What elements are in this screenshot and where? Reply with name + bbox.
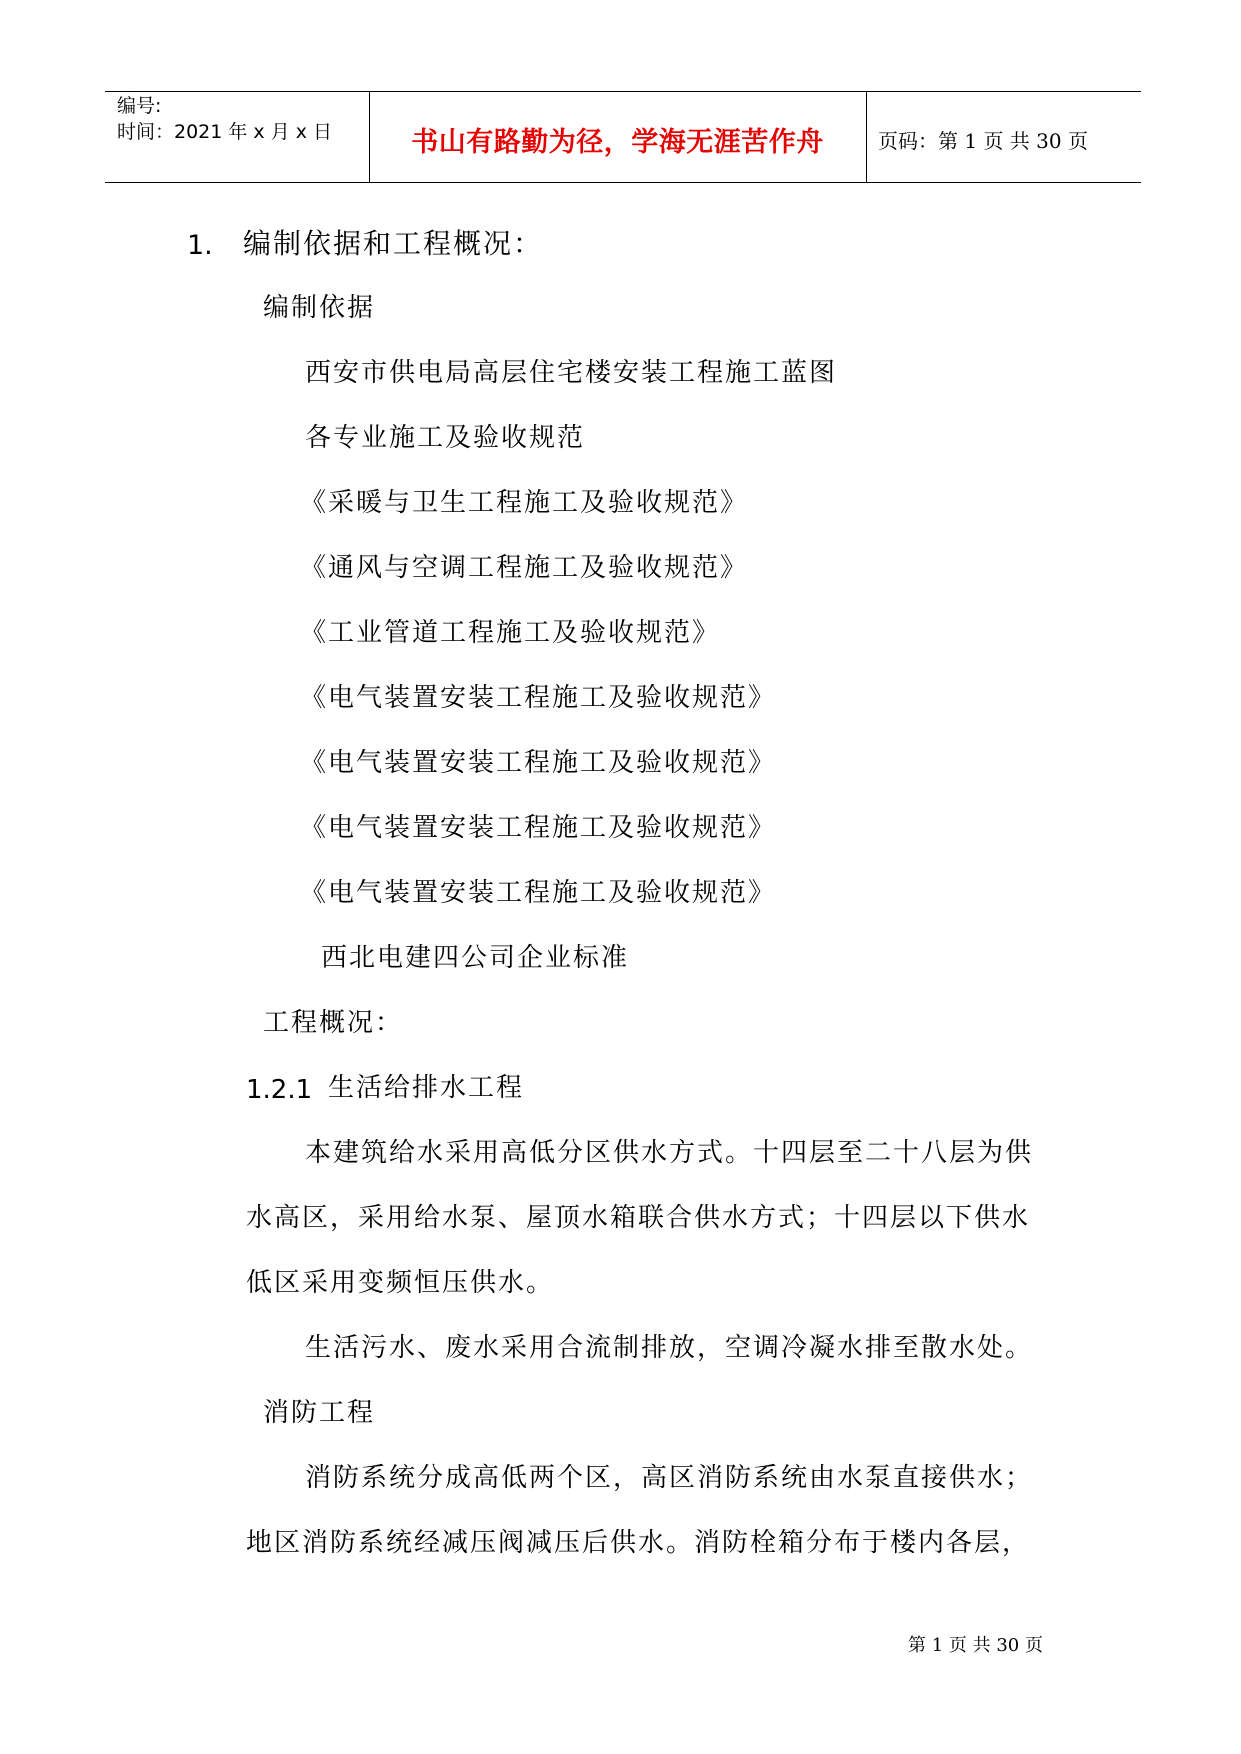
paragraph-line: 本建筑给水采用高低分区供水方式。十四层至二十八层为供: [305, 1138, 1034, 1168]
basis-item: 西安市供电局高层住宅楼安装工程施工蓝图: [305, 358, 838, 388]
subsection-title: 生活给排水工程: [328, 1073, 525, 1103]
basis-heading: 编制依据: [263, 293, 376, 323]
basis-item: 《电气装置安装工程施工及验收规范》: [300, 683, 777, 713]
basis-item: 《工业管道工程施工及验收规范》: [300, 618, 721, 648]
page-info: 页码：第 1 页 共 30 页: [878, 129, 1088, 153]
basis-item: 《通风与空调工程施工及验收规范》: [300, 553, 749, 583]
page-header: [105, 91, 1141, 183]
fire-heading: 消防工程: [263, 1398, 376, 1428]
paragraph-line: 生活污水、废水采用合流制排放，空调冷凝水排至散水处。: [305, 1333, 1034, 1363]
section-title: 编制依据和工程概况：: [243, 227, 544, 260]
paragraph-line: 水高区，采用给水泵、屋顶水箱联合供水方式；十四层以下供水: [246, 1203, 1031, 1233]
basis-item: 《电气装置安装工程施工及验收规范》: [300, 813, 777, 843]
basis-item: 各专业施工及验收规范: [305, 423, 586, 453]
header-info-cell: [105, 92, 370, 182]
basis-item: 《电气装置安装工程施工及验收规范》: [300, 878, 777, 908]
paragraph-line: 地区消防系统经减压阀减压后供水。消防栓箱分布于楼内各层，: [246, 1528, 1031, 1558]
number-label: 编号:: [117, 95, 162, 117]
paragraph-line: 消防系统分成高低两个区，高区消防系统由水泵直接供水；: [305, 1463, 1034, 1493]
basis-item: 《采暖与卫生工程施工及验收规范》: [300, 488, 749, 518]
page-footer: 第 1 页 共 30 页: [908, 1635, 1043, 1656]
motto: 书山有路勤为径，学海无涯苦作舟: [411, 127, 824, 158]
subsection-number: 1.2.1: [246, 1075, 313, 1105]
header-page-cell: [866, 92, 1141, 182]
section-number: 1.: [187, 230, 213, 261]
basis-item: 西北电建四公司企业标准: [321, 943, 630, 973]
overview-heading: 工程概况：: [263, 1008, 404, 1038]
basis-item: 《电气装置安装工程施工及验收规范》: [300, 748, 777, 778]
header-motto-cell: [369, 92, 867, 182]
time-label: 时间：2021 年 x 月 x 日: [117, 121, 333, 143]
paragraph-line: 低区采用变频恒压供水。: [246, 1268, 555, 1298]
